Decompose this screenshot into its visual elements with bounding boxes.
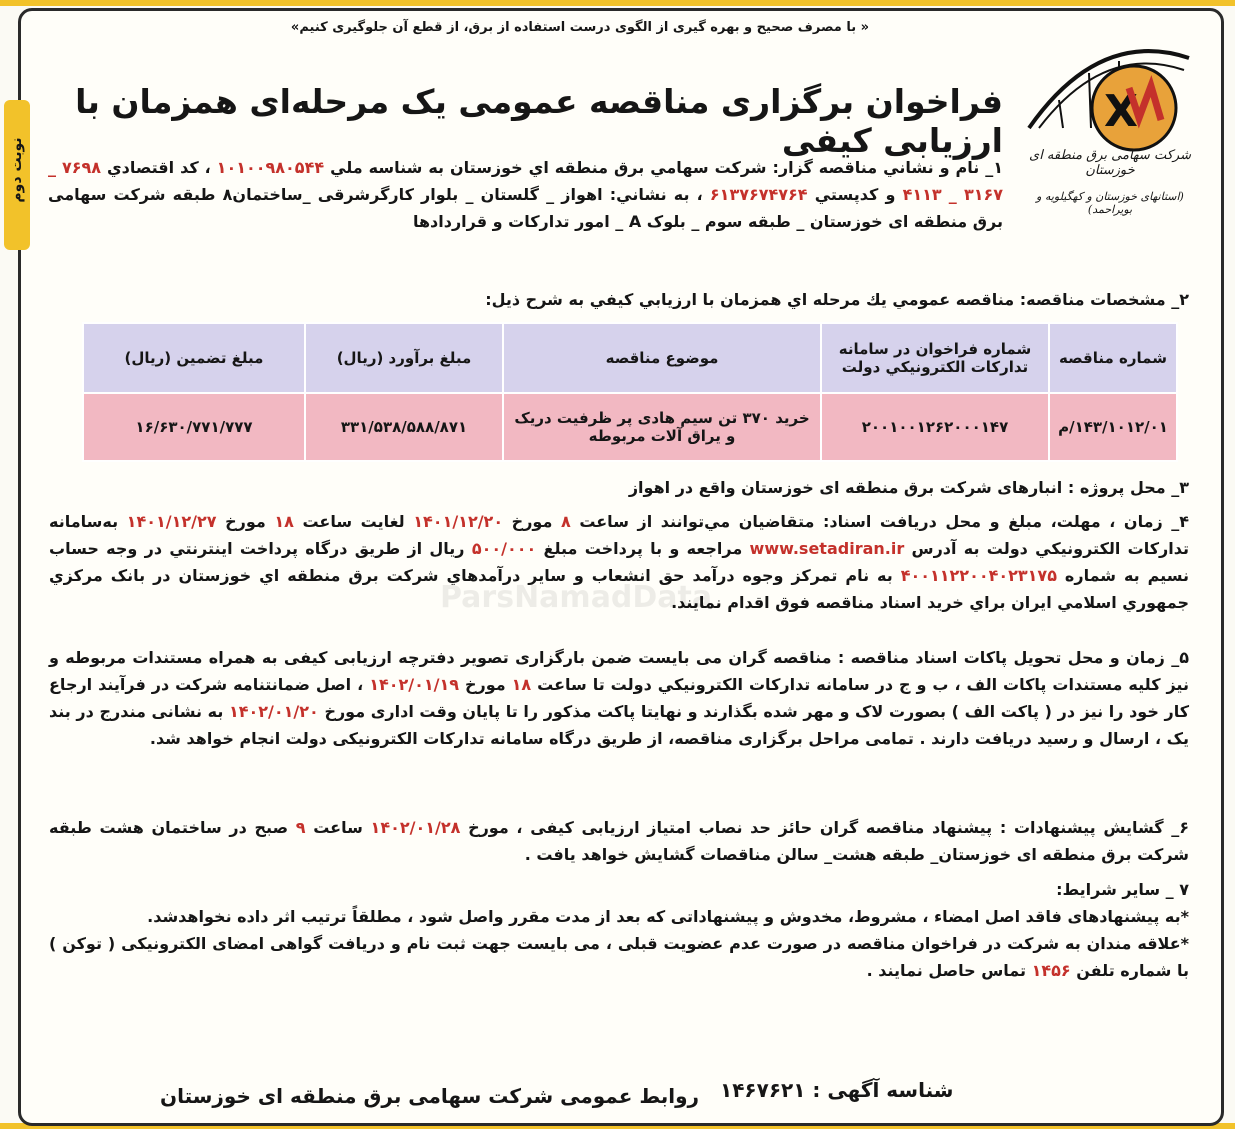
- s4-t8: به نام تمرکز وجوه درآمد حق انشعاب و ساير درآمدهاي شركت برق منطقه اي خوزستان در بانک مرکزي جمهوري اسلامي ايران براي خريد اسناد مناقصه فوق اقدام نمايند.: [49, 566, 1189, 612]
- s5-heading: ۵_ زمان و محل تحويل پاکات اسناد مناقصه :: [837, 648, 1190, 667]
- s4-t6: مراجعه و با پرداخت مبلغ: [543, 539, 743, 558]
- section-5: [49, 644, 1189, 752]
- edition-label: نوبت دوم: [9, 137, 25, 203]
- th-setad-number: شماره فراخوان در سامانه تدارکات الکترونيکي دولت: [821, 323, 1049, 393]
- s5-date-1: ۱۴۰۲/۰۱/۱۹: [369, 675, 459, 694]
- motto: « با مصرف صحیح و بهره گیری از الگوی درست استفاده از برق، از قطع آن جلوگیری کنیم»: [290, 20, 870, 35]
- top-yellow-stripe: [0, 0, 1235, 6]
- s4-t3: لغايت ساعت: [302, 512, 405, 531]
- ad-id-label: شناسه آگهی :: [812, 1078, 954, 1102]
- logo-provinces: (استانهای خوزستان و کهگیلویه و بویراحمد): [1036, 190, 1184, 216]
- s6-heading: ۶_ گشايش پيشنهادات :: [999, 818, 1190, 837]
- section-1: [48, 154, 1003, 235]
- s2-text: مناقصه عمومي يك مرحله اي همزمان با ارزيابي كيفي به شرح ذيل:: [485, 290, 1015, 309]
- s6-hour: ۹: [295, 818, 306, 837]
- s1-text4: ، به نشاني: اهواز _ گلستان _ بلوار کارگرشرقی _ساختمان۸ طبقه شرکت سهامی برق منطقه ای خوزستان _ طبقه سوم _ بلوک A _ امور تدارکات و قراردادها: [48, 185, 1003, 231]
- ad-id-value: ۱۴۶۷۶۲۱: [720, 1078, 806, 1102]
- td-tender-number: ۱۴۳/۱۰۱۲/۰۱/م: [1049, 393, 1177, 461]
- section-2: [49, 286, 1189, 313]
- postal-code: ۶۱۳۷۶۷۴۷۶۴: [709, 185, 808, 204]
- s5-t3: ، اصل ضمانتنامه شرکت در فرآيند ارجاع کار خود را نيز در ( پاکت الف ) بصورت لاک و مهر شده بگذارند و نهايتا پاکت مذکور را تا پايان وقت اداری مورخ: [49, 675, 1190, 721]
- s4-t1: متقاضيان مي‌توانند از ساعت: [579, 512, 815, 531]
- th-estimate: مبلغ برآورد (ريال): [305, 323, 503, 393]
- economic-code: ۷۶۹۸ _ ۳۱۶۷ _ ۴۱۱۳: [48, 158, 1004, 204]
- th-guarantee: مبلغ تضمين (ريال): [83, 323, 305, 393]
- s7-condition-1: *به پيشنهادهای فاقد اصل امضاء ، مشروط، مخدوش و پيشنهاداتی که بعد از مدت مقرر واصل شود ، مطلقاً ترتيب اثر داده نخواهدشد.: [147, 907, 1189, 926]
- page-title: فراخوان برگزاری مناقصه عمومی یک مرحله‌ای همزمان با ارزیابی کیفی: [75, 82, 1003, 160]
- th-tender-number: شماره مناقصه: [1049, 323, 1177, 393]
- s4-hour-start: ۸: [560, 512, 571, 531]
- s4-account: ۴۰۰۱۱۲۲۰۰۴۰۲۳۱۷۵: [900, 566, 1057, 585]
- s4-date-end: ۱۴۰۱/۱۲/۲۷: [126, 512, 217, 531]
- s3-text: انبارهای شرکت برق منطقه ای خوزستان واقع در اهواز: [628, 478, 1063, 497]
- s4-t2: مورخ: [511, 512, 553, 531]
- logo-company-name: شرکت سهامی برق منطقه ای خوزستان: [1029, 148, 1191, 178]
- s7-c2a: *علاقه مندان به شرکت در فراخوان مناقصه در صورت عدم عضويت قبلی ، می بايست جهت ثبت نام و دريافت گواهی امضای الکترونيکی ( توکن ) با شماره تلفن: [49, 934, 1189, 980]
- national-id: ۱۰۱۰۰۹۸۰۵۴۴: [216, 158, 325, 177]
- s1-text1: شرکت سهامي برق منطقه اي خوزستان به شناسه ملي: [330, 158, 767, 177]
- watermark: ParsNamadData: [440, 580, 713, 615]
- td-estimate: ۳۳۱/۵۳۸/۵۸۸/۸۷۱: [305, 393, 503, 461]
- phone-number: ۱۴۵۶: [1031, 961, 1071, 980]
- s5-t1: مناقصه گران می بايست ضمن بارگزاری تصوير دفترچه ارزيابی کيفی به همراه مستندات مربوطه و نيز کليه مستندات پاکات الف ، ب و ج در سامانه تدارکات الکترونيکي دولت تا ساعت: [49, 648, 1189, 694]
- s7-c2b: تماس حاصل نمايند .: [866, 961, 1027, 980]
- s6-t2: ساعت: [313, 818, 363, 837]
- s5-date-2: ۱۴۰۲/۰۱/۲۰: [228, 702, 319, 721]
- s3-heading: ۳_ محل پروژه :: [1067, 478, 1189, 497]
- ad-id: [720, 1078, 953, 1102]
- s1-heading: ۱_ نام و نشاني مناقصه گزار:: [772, 158, 1003, 177]
- s5-t4: به نشانی مندرج در بند يک ، ارسال و رسيد دريافت دارند . تمامی مراحل برگزاری مناقصه، از طريق درگاه سامانه تدارکات الکترونيکی دولت انجام خواهد شد.: [49, 702, 1189, 748]
- s6-t3: صبح در ساختمان هشت طبقه شرکت برق منطقه ای خوزستان_ طبقه هشت_ سالن مناقصات گشايش خواهد يافت .: [49, 818, 1189, 864]
- td-guarantee: ۱۶/۶۳۰/۷۷۱/۷۷۷: [83, 393, 305, 461]
- section-7: [49, 876, 1189, 984]
- s4-fee: ۵۰۰/۰۰۰: [471, 539, 537, 558]
- s4-hour-end: ۱۸: [274, 512, 294, 531]
- section-3: [49, 474, 1189, 501]
- svg-text:X: X: [1104, 86, 1138, 137]
- edition-tab: [4, 100, 30, 250]
- s4-t4: مورخ: [225, 512, 266, 531]
- s4-t7: ريال از طريق درگاه پرداخت اينترنتي در وجه حساب نسيم به شماره: [49, 539, 1190, 585]
- s1-text3: و کدپستي: [814, 185, 896, 204]
- s5-t2: مورخ: [464, 675, 506, 694]
- section-6: [49, 814, 1189, 868]
- footer-org: روابط عمومی شرکت سهامی برق منطقه ای خوزستان: [160, 1084, 700, 1108]
- s5-hour: ۱۸: [511, 675, 532, 694]
- s4-date-start: ۱۴۰۱/۱۲/۲۰: [413, 512, 504, 531]
- s2-heading: ۲_ مشخصات مناقصه:: [1019, 290, 1189, 309]
- setad-url-link[interactable]: www.setadiran.ir: [749, 539, 905, 558]
- td-subject: خرید ۳۷۰ تن سیم هادی پر ظرفیت دریک و یراق آلات مربوطه: [503, 393, 821, 461]
- table-header-row: [83, 323, 1177, 393]
- s7-condition-2: [49, 930, 1189, 984]
- s1-text2: ، کد اقتصادي: [107, 158, 211, 177]
- s6-t1: پيشنهاد مناقصه گران حائز حد نصاب امتياز ارزيابی کيفی ، مورخ: [468, 818, 993, 837]
- table-row: [83, 393, 1177, 461]
- td-setad-number: ۲۰۰۱۰۰۱۲۶۲۰۰۰۱۴۷: [821, 393, 1049, 461]
- s7-heading: ۷ _ ساير شرايط:: [1056, 880, 1189, 899]
- s4-heading: ۴_ زمان ، مهلت، مبلغ و محل دريافت اسناد:: [822, 512, 1190, 531]
- tender-spec-table: [82, 322, 1178, 462]
- s6-date: ۱۴۰۲/۰۱/۲۸: [370, 818, 461, 837]
- s4-t5: به‌سامانه تدارکات الکترونيکي دولت به آدرس: [49, 512, 1190, 558]
- th-subject: موضوع مناقصه: [503, 323, 821, 393]
